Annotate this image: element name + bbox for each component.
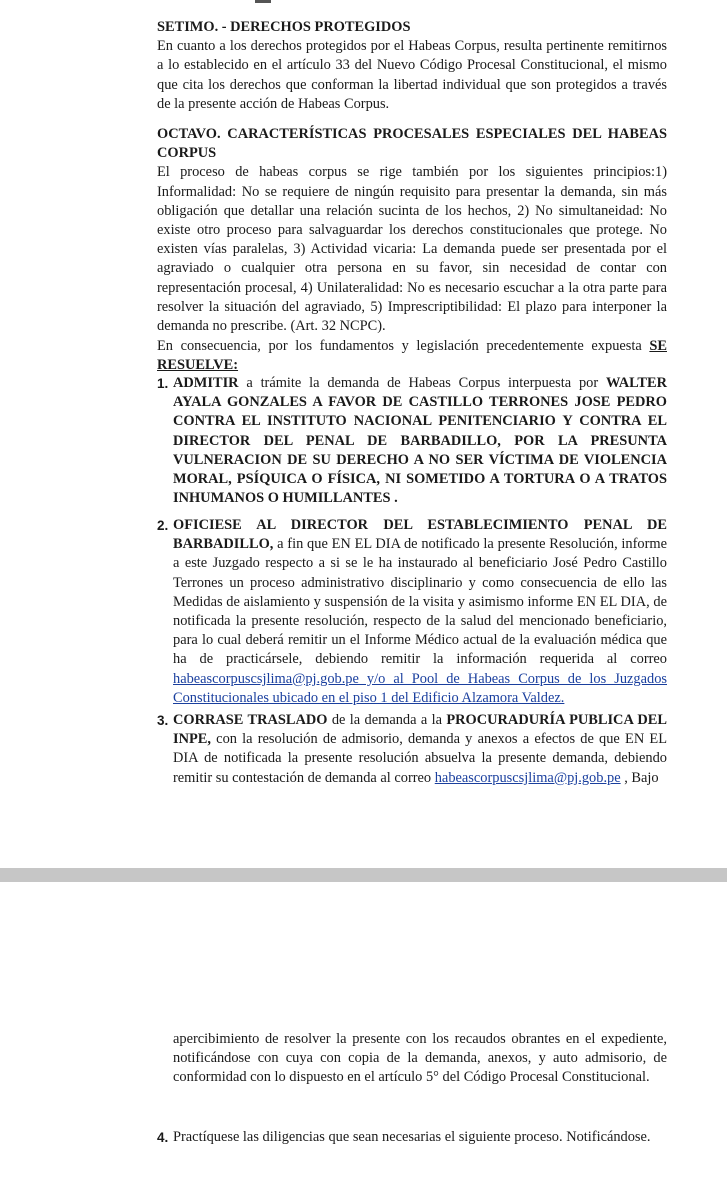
item-number: 1. — [157, 376, 169, 391]
item-text: a trámite la demanda de Habeas Corpus interpuesta por — [238, 375, 606, 391]
item-text: con la resolución de admisorio, demanda y anexos a efectos de que EN EL DIA de notificada la presente resolución absuelva la presente demanda, debiendo remitir su contestación de demanda al correo — [173, 731, 667, 786]
section-heading: SETIMO. - DERECHOS PROTEGIDOS — [157, 19, 411, 35]
section-heading: OCTAVO. CARACTERÍSTICAS PROCESALES ESPECIALES DEL HABEAS CORPUS — [157, 126, 667, 162]
item-lead: CORRASE TRASLADO — [173, 712, 328, 728]
item-bold-text: PROCURADURÍA PUBLICA DEL INPE, — [173, 712, 668, 748]
section-setimo — [157, 18, 667, 114]
resolution-intro-text: En consecuencia, por los fundamentos y legislación precedentemente expuesta — [157, 338, 642, 354]
resolution-item-4 — [157, 1128, 667, 1147]
document-page-2 — [0, 882, 727, 1200]
section-text: El proceso de habeas corpus se rige también por los siguientes principios:1) Informalidad: No se requiere de ningún requisito para presentar la demanda, sin más obligación que detallar una relación sucinta de los hechos, 2) No simultaneidad: No existe otro proceso para salvaguardar los derechos constitucionales que protege. No existen vías paralelas, 3) Actividad vicaria: La demanda puede ser presentada por el agraviado o cualquier otra persona en su favor, sin necesidad de contar con representación procesal, 4) Unilateralidad: No es necesario escuchar a la otra parte para resolver la situación del agraviado, 5) Imprescriptibilidad: El plazo para interponer la demanda no prescribe. (Art. 32 NCPC). — [157, 164, 667, 335]
email-link[interactable]: habeascorpuscsjlima@pj.gob.pe — [434, 769, 621, 786]
section-text: En cuanto a los derechos protegidos por el Habeas Corpus, resulta pertinente remitirnos a lo establecido en el artículo 33 del Nuevo Código Procesal Constitucional, el mismo que cita los derechos que conforman la libertad individual que son protegidos a través de la presente acción de Habeas Corpus. — [157, 38, 667, 112]
resolution-item-1 — [157, 374, 667, 508]
continuation-paragraph — [157, 1030, 667, 1088]
continuation-text: apercibimiento de resolver la presente con los recaudos obrantes en el expediente, notificándose con cuya con copia de la demanda, anexos, y auto admisorio, de conformidad con lo dispuesto en el artículo 5° del Código Procesal Constitucional. — [173, 1031, 667, 1086]
resolution-item-2 — [157, 516, 667, 708]
item-number: 2. — [157, 518, 169, 533]
item-lead: OFICIESE AL DIRECTOR DEL ESTABLECIMIENTO PENAL DE BARBADILLO, — [173, 517, 667, 553]
item-text: , Bajo — [620, 769, 659, 786]
resolution-item-3 — [157, 711, 667, 788]
item-number: 3. — [157, 713, 169, 728]
page-edge-mark — [255, 0, 271, 3]
item-text: a fin que EN EL DIA de notificado la presente Resolución, informe a este Juzgado respecto a si se le ha instaurado al beneficiario José Pedro Castillo Terrones un proceso administrativo disciplinario y como consecuencia de ello las Medidas de aislamiento y suspensión de la visita y asimismo informe EN EL DIA, de notificada la presente resolución, respecto de la salud del mencionado beneficiario, para lo cual deberá remitir un el Informe Médico actual de la evaluación médica que ha de practicársele, debiendo remitir la información requerida al correo — [173, 536, 667, 668]
item-lead: ADMITIR — [173, 375, 239, 391]
item-text: de la demanda a la — [327, 712, 447, 728]
item-bold-text: WALTER AYALA GONZALES A FAVOR DE CASTILLO TERRONES JOSE PEDRO CONTRA EL INSTITUTO NACIONAL PENITENCIARIO Y CONTRA EL DIRECTOR DEL PENAL DE BARBADILLO, POR LA PRESUNTA VULNERACION DE SU DERECHO A NO SER VÍCTIMA DE VIOLENCIA MORAL, PSÍQUICA O FÍSICA, NI SOMETIDO A TORTURA O A TRATOS INHUMANOS O HUMILLANTES . — [173, 375, 667, 507]
se-resuelve-label: SE RESUELVE: — [157, 338, 667, 374]
item-text: Practíquese las diligencias que sean necesarias el siguiente proceso. Notificándose. — [173, 1129, 651, 1145]
resolution-intro — [157, 337, 667, 375]
section-octavo — [157, 125, 667, 336]
page-separator — [0, 868, 727, 882]
email-link[interactable]: habeascorpuscsjlima@pj.gob.pe y/o al Pool de Habeas Corpus de los Juzgados Constitucionales ubicado en el piso 1 del Edificio Alzamora Valdez. — [173, 670, 667, 706]
item-number: 4. — [157, 1130, 169, 1145]
